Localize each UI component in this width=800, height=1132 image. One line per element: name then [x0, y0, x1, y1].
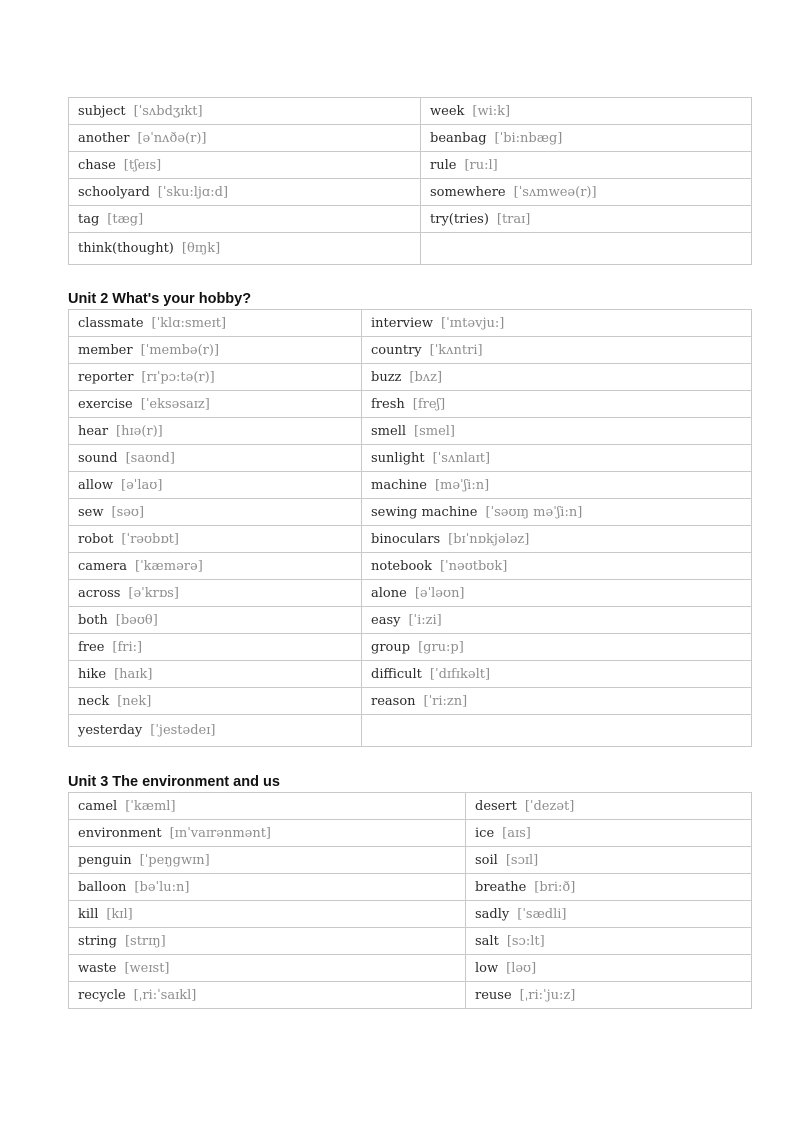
vocab-pronunciation: [tæg]	[107, 211, 144, 227]
vocab-word: hear	[78, 423, 109, 439]
table-row	[69, 688, 752, 715]
vocab-pronunciation: [θɪŋk]	[181, 241, 221, 256]
vocab-pronunciation: [ɪnˈvaɪrənmənt]	[169, 825, 272, 841]
vocab-word: penguin	[78, 852, 132, 868]
table-row	[69, 337, 752, 364]
vocab-cell	[362, 499, 752, 526]
vocab-word: machine	[371, 477, 427, 493]
vocab-cell	[362, 472, 752, 499]
vocab-cell	[69, 152, 421, 179]
vocab-word: environment	[78, 825, 162, 841]
vocab-cell	[69, 179, 421, 206]
vocab-cell	[362, 526, 752, 553]
vocab-word: reporter	[78, 369, 134, 385]
vocab-pronunciation: [strɪŋ]	[124, 933, 166, 949]
vocab-cell	[362, 607, 752, 634]
vocab-pronunciation: [gru:p]	[418, 639, 464, 655]
vocab-pronunciation: [saʊnd]	[125, 450, 175, 466]
vocab-cell	[362, 634, 752, 661]
vocab-pronunciation: [ˈsʌbdʒɪkt]	[133, 103, 203, 119]
vocab-pronunciation: [ˈjestədeɪ]	[150, 723, 216, 738]
vocab-cell	[466, 793, 752, 820]
vocab-pronunciation: [ˌri:ˈsaɪkl]	[133, 987, 197, 1003]
vocab-word: buzz	[371, 369, 402, 385]
vocab-cell	[466, 820, 752, 847]
vocab-word: tag	[78, 211, 100, 227]
vocab-pronunciation: [ˈpeŋgwɪn]	[139, 852, 210, 868]
vocab-word: difficult	[371, 666, 422, 682]
vocab-pronunciation: [traɪ]	[496, 211, 531, 227]
vocab-cell	[69, 874, 466, 901]
vocab-word: subject	[78, 103, 126, 119]
vocab-pronunciation: [kɪl]	[106, 906, 133, 922]
vocab-pronunciation: [smel]	[414, 423, 456, 439]
vocab-pronunciation: [bəˈlu:n]	[134, 879, 190, 895]
vocab-cell	[69, 98, 421, 125]
vocab-pronunciation: [bʌz]	[409, 369, 443, 385]
table-row	[69, 526, 752, 553]
vocab-word: easy	[371, 612, 401, 628]
vocab-pronunciation: [əˈkrɒs]	[128, 585, 179, 601]
table-row	[69, 955, 752, 982]
vocab-pronunciation: [ˈi:zi]	[408, 612, 442, 628]
vocab-cell	[69, 418, 362, 445]
unit2-section	[68, 289, 751, 747]
table-row	[69, 820, 752, 847]
table-row	[69, 928, 752, 955]
vocab-cell	[362, 580, 752, 607]
vocab-word: somewhere	[430, 184, 506, 200]
vocab-pronunciation: [ˈeksəsaɪz]	[140, 396, 210, 412]
vocab-pronunciation: [ˈsku:ljɑ:d]	[157, 184, 229, 200]
vocab-word: exercise	[78, 396, 133, 412]
vocab-pronunciation: [ˈsʌmweə(r)]	[513, 184, 597, 200]
vocab-pronunciation: [səʊ]	[111, 504, 145, 520]
vocab-cell	[466, 901, 752, 928]
table-row	[69, 793, 752, 820]
vocab-pronunciation: [hɪə(r)]	[116, 423, 163, 439]
vocab-cell	[69, 499, 362, 526]
vocab-word: country	[371, 342, 422, 358]
table-row	[69, 580, 752, 607]
vocab-word: group	[371, 639, 411, 655]
vocab-pronunciation: [wi:k]	[472, 103, 511, 119]
vocab-cell	[362, 364, 752, 391]
vocab-cell	[362, 445, 752, 472]
vocab-cell	[362, 391, 752, 418]
table-row	[69, 445, 752, 472]
vocab-pronunciation: [ˌri:ˈju:z]	[519, 987, 576, 1003]
vocab-cell	[69, 526, 362, 553]
vocab-pronunciation: [əˈləʊn]	[414, 585, 465, 601]
vocab-pronunciation: [ˈklɑ:smeɪt]	[151, 315, 227, 331]
vocab-cell	[69, 391, 362, 418]
table-row	[69, 661, 752, 688]
vocab-pronunciation: [məˈʃi:n]	[434, 477, 490, 493]
unit3-section	[68, 772, 751, 1009]
vocab-cell	[421, 233, 752, 265]
vocab-cell	[466, 928, 752, 955]
vocab-cell	[362, 715, 752, 747]
vocab-cell	[466, 874, 752, 901]
vocab-cell	[69, 337, 362, 364]
unit1-section	[68, 97, 751, 265]
vocab-word: string	[78, 933, 117, 949]
vocab-cell	[69, 847, 466, 874]
vocab-cell	[69, 553, 362, 580]
unit3-heading: Unit 3 The environment and us	[68, 774, 280, 790]
vocab-pronunciation: [ˈsædli]	[517, 906, 567, 922]
vocab-pronunciation: [ˈmembə(r)]	[140, 342, 220, 358]
vocab-word: reuse	[475, 987, 512, 1003]
vocab-cell	[466, 847, 752, 874]
vocab-pronunciation: [ˈsʌnlaɪt]	[432, 450, 491, 466]
vocab-cell	[69, 793, 466, 820]
table-row	[69, 98, 752, 125]
vocab-word: recycle	[78, 987, 126, 1003]
table-row	[69, 125, 752, 152]
vocab-cell	[69, 310, 362, 337]
table-row	[69, 418, 752, 445]
table-row	[69, 206, 752, 233]
vocab-word: ice	[475, 825, 495, 841]
vocab-pronunciation: [ləʊ]	[506, 960, 537, 976]
vocab-word: beanbag	[430, 130, 487, 146]
vocab-word: sunlight	[371, 450, 425, 466]
vocab-word: smell	[371, 423, 407, 439]
vocab-cell	[69, 607, 362, 634]
vocab-cell	[69, 472, 362, 499]
vocab-word: notebook	[371, 558, 432, 574]
vocab-cell	[69, 661, 362, 688]
vocab-word: sewing machine	[371, 504, 478, 520]
vocab-pronunciation: [ˈkæml]	[125, 798, 176, 814]
vocab-word: interview	[371, 315, 433, 331]
vocab-word: across	[78, 585, 121, 601]
vocab-word: free	[78, 639, 105, 655]
vocab-cell	[69, 982, 466, 1009]
vocab-word: chase	[78, 157, 116, 173]
table-row	[69, 233, 752, 265]
vocab-cell	[69, 928, 466, 955]
table-row	[69, 472, 752, 499]
vocab-cell	[69, 580, 362, 607]
table-row	[69, 310, 752, 337]
vocab-pronunciation: [haɪk]	[114, 666, 153, 682]
table-row	[69, 874, 752, 901]
vocab-pronunciation: [ˈsəʊɪŋ məˈʃi:n]	[485, 504, 583, 520]
vocab-cell	[69, 955, 466, 982]
vocab-word: both	[78, 612, 108, 628]
vocab-pronunciation: [ˈdɪfɪkəlt]	[429, 666, 491, 682]
vocab-cell	[69, 206, 421, 233]
vocab-word: try(tries)	[430, 211, 489, 227]
vocab-pronunciation: [fri:]	[112, 639, 143, 655]
unit3-vocab-table	[68, 792, 752, 1009]
vocab-pronunciation: [nek]	[117, 693, 152, 709]
table-row	[69, 982, 752, 1009]
vocab-cell	[421, 179, 752, 206]
vocab-cell	[421, 152, 752, 179]
vocab-word: sound	[78, 450, 118, 466]
vocab-pronunciation: [aɪs]	[502, 825, 531, 841]
vocab-cell	[69, 688, 362, 715]
vocab-word: waste	[78, 960, 117, 976]
table-row	[69, 607, 752, 634]
vocab-pronunciation: [ˈnəʊtbʊk]	[439, 558, 508, 574]
vocab-word: week	[430, 103, 465, 119]
vocab-cell	[69, 901, 466, 928]
unit2-vocab-table	[68, 309, 752, 747]
vocab-word: soil	[475, 852, 498, 868]
vocab-word: kill	[78, 906, 99, 922]
vocab-word: desert	[475, 798, 517, 814]
vocab-word: camel	[78, 798, 118, 814]
vocab-pronunciation: [ˈkæmərə]	[135, 558, 203, 574]
vocab-cell	[362, 337, 752, 364]
vocab-pronunciation: [tʃeɪs]	[123, 157, 162, 173]
vocab-word: sadly	[475, 906, 510, 922]
vocab-word: binoculars	[371, 531, 441, 547]
vocab-word: low	[475, 960, 499, 976]
vocab-pronunciation: [sɔɪl]	[505, 852, 539, 868]
vocab-pronunciation: [bɪˈnɒkjələz]	[448, 531, 530, 547]
table-row	[69, 847, 752, 874]
table-row	[69, 499, 752, 526]
vocab-pronunciation: [ˈkʌntri]	[429, 342, 483, 358]
vocab-word: fresh	[371, 396, 405, 412]
vocab-word: sew	[78, 504, 104, 520]
vocab-pronunciation: [əˈnʌðə(r)]	[137, 130, 207, 146]
vocab-cell	[362, 688, 752, 715]
unit1-vocab-table	[68, 97, 752, 265]
vocab-word: another	[78, 130, 130, 146]
vocab-pronunciation: [freʃ]	[412, 396, 446, 412]
table-row	[69, 152, 752, 179]
vocab-word: reason	[371, 693, 416, 709]
vocab-word: salt	[475, 933, 499, 949]
vocab-word: classmate	[78, 315, 144, 331]
vocab-word: schoolyard	[78, 184, 150, 200]
table-row	[69, 715, 752, 747]
vocab-pronunciation: [ru:l]	[464, 157, 498, 173]
vocab-cell	[69, 634, 362, 661]
vocab-word: alone	[371, 585, 407, 601]
vocab-cell	[421, 98, 752, 125]
vocab-cell	[362, 553, 752, 580]
vocab-word: breathe	[475, 879, 527, 895]
vocab-cell	[69, 445, 362, 472]
vocab-cell	[69, 125, 421, 152]
vocab-pronunciation: [ˈdezət]	[524, 798, 575, 814]
vocab-pronunciation: [əˈlaʊ]	[121, 477, 163, 493]
vocab-word: yesterday	[78, 723, 143, 738]
vocab-pronunciation: [ˈbi:nbæg]	[494, 130, 563, 146]
table-row	[69, 364, 752, 391]
vocab-word: rule	[430, 157, 457, 173]
vocab-pronunciation: [ˈri:zn]	[423, 693, 468, 709]
table-row	[69, 634, 752, 661]
unit2-heading: Unit 2 What's your hobby?	[68, 291, 252, 307]
vocab-word: neck	[78, 693, 110, 709]
vocab-pronunciation: [ˈrəʊbɒt]	[121, 531, 179, 547]
vocab-word: robot	[78, 531, 114, 547]
vocab-cell	[69, 715, 362, 747]
vocab-pronunciation: [sɔ:lt]	[506, 933, 545, 949]
vocab-cell	[466, 955, 752, 982]
vocab-cell	[466, 982, 752, 1009]
vocab-pronunciation: [bəʊθ]	[115, 612, 158, 628]
vocab-cell	[362, 418, 752, 445]
vocab-word: camera	[78, 558, 128, 574]
vocab-word: member	[78, 342, 133, 358]
vocab-cell	[69, 820, 466, 847]
vocab-cell	[69, 233, 421, 265]
table-row	[69, 901, 752, 928]
vocab-word: think(thought)	[78, 241, 174, 256]
table-row	[69, 179, 752, 206]
vocab-pronunciation: [ˈɪntəvju:]	[441, 315, 505, 331]
vocab-word: allow	[78, 477, 114, 493]
vocab-cell	[362, 661, 752, 688]
vocab-word: balloon	[78, 879, 127, 895]
vocab-cell	[421, 125, 752, 152]
vocab-cell	[421, 206, 752, 233]
vocab-pronunciation: [rɪˈpɔ:tə(r)]	[141, 369, 215, 385]
vocab-cell	[69, 364, 362, 391]
vocab-pronunciation: [weɪst]	[124, 960, 170, 976]
vocab-cell	[362, 310, 752, 337]
table-row	[69, 391, 752, 418]
vocab-pronunciation: [bri:ð]	[534, 879, 576, 895]
table-row	[69, 553, 752, 580]
vocab-word: hike	[78, 666, 107, 682]
